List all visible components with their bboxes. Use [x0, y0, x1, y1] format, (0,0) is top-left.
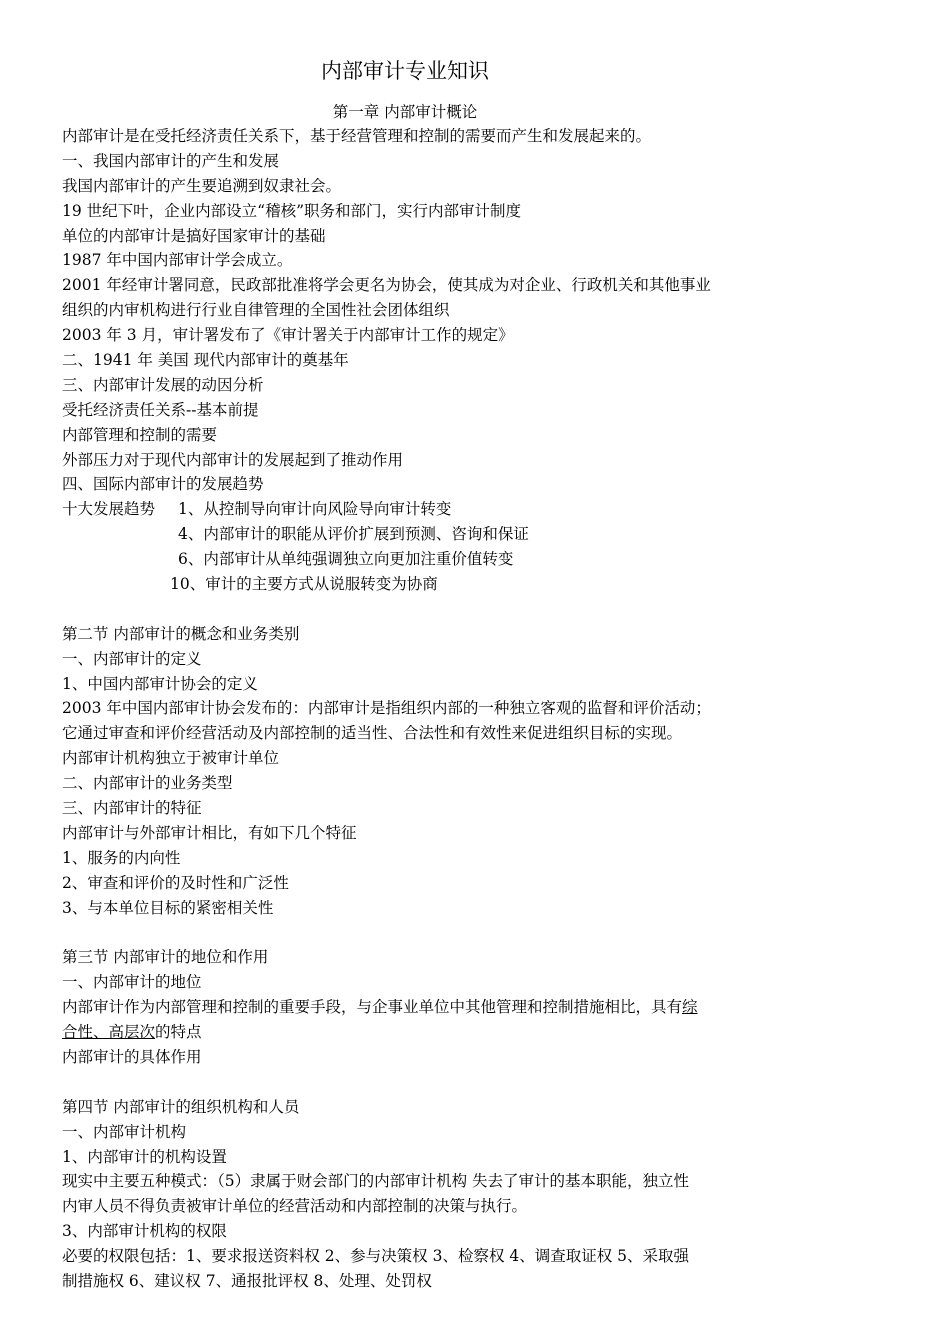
- blank-line: [62, 1070, 762, 1095]
- text-fragment: 内部审计作为内部管理和控制的重要手段，与企事业单位中其他管理和控制措施相比，具有: [62, 998, 683, 1017]
- text-line: 三、内部审计发展的动因分析: [62, 375, 264, 394]
- trends-heading: 十大发展趋势: [62, 500, 156, 519]
- text-line: 内部审计与外部审计相比，有如下几个特征: [62, 823, 357, 842]
- document-body: [62, 124, 762, 1294]
- text-line: 制措施权 6、建议权 7、通报批评权 8、处理、处罚权: [62, 1271, 432, 1290]
- section-heading: 第四节 内部审计的组织机构和人员: [62, 1097, 300, 1116]
- text-line: 一、内部审计的地位: [62, 973, 202, 992]
- text-line: 内部审计是在受托经济责任关系下，基于经营管理和控制的需要而产生和发展起来的。: [62, 127, 652, 145]
- text-line: 一、内部审计机构: [62, 1122, 187, 1141]
- text-line: 四、国际内部审计的发展趋势: [62, 475, 264, 494]
- text-line: 它通过审查和评价经营活动及内部控制的适当性、合法性和有效性来促进组织目标的实现。: [62, 724, 683, 743]
- text-line: 3、与本单位目标的紧密相关性: [62, 898, 274, 917]
- text-line: 内部管理和控制的需要: [62, 425, 218, 444]
- text-line: 组织的内审机构进行行业自律管理的全国性社会团体组织: [62, 301, 450, 320]
- section-heading: 第三节 内部审计的地位和作用: [62, 948, 269, 967]
- document-title: 内部审计专业知识: [321, 59, 489, 83]
- text-line: 一、内部审计的定义: [62, 649, 202, 668]
- text-line: 3、内部审计机构的权限: [62, 1222, 227, 1241]
- trend-item: 1、从控制导向审计向风险导向审计转变: [178, 500, 452, 519]
- text-line: 1、服务的内向性: [62, 848, 181, 867]
- text-line: [62, 995, 762, 1020]
- chapter-title: 第一章 内部审计概论: [332, 103, 478, 121]
- text-line: 2003 年 3 月，审计署发布了《审计署关于内部审计工作的规定》: [62, 326, 514, 345]
- trend-item: 10、审计的主要方式从说服转变为协商: [170, 575, 438, 594]
- text-line: 2003 年中国内部审计协会发布的：内部审计是指组织内部的一种独立客观的监督和评价活动；: [62, 699, 711, 718]
- text-line: 内部审计的具体作用: [62, 1047, 202, 1066]
- text-line: 三、内部审计的特征: [62, 799, 202, 818]
- underlined-text: 合性、高层次: [62, 1023, 156, 1042]
- text-line: 受托经济责任关系--基本前提: [62, 400, 259, 419]
- text-line: 二、内部审计的业务类型: [62, 774, 233, 793]
- trend-item: 4、内部审计的职能从评价扩展到预测、咨询和保证: [178, 525, 529, 544]
- blank-line: [62, 597, 762, 622]
- trend-item: 6、内部审计从单纯强调独立向更加注重价值转变: [178, 550, 514, 569]
- trend-row: [62, 572, 762, 597]
- text-line: 现实中主要五种模式：（5）隶属于财会部门的内部审计机构 失去了审计的基本职能，独立性: [62, 1172, 690, 1191]
- text-line: 内审人员不得负责被审计单位的经营活动和内部控制的决策与执行。: [62, 1197, 528, 1216]
- text-line: 2001 年经审计署同意，民政部批准将学会更名为协会，使其成为对企业、行政机关和其他事业: [62, 276, 711, 295]
- trend-row: [62, 547, 762, 572]
- text-line: 必要的权限包括：1、要求报送资料权 2、参与决策权 3、检察权 4、调查取证权 5、采取强: [62, 1247, 690, 1266]
- text-line: 1、中国内部审计协会的定义: [62, 674, 258, 693]
- text-line: 一、我国内部审计的产生和发展: [62, 151, 280, 170]
- text-line: 我国内部审计的产生要追溯到奴隶社会。: [62, 176, 342, 195]
- text-line: 内部审计机构独立于被审计单位: [62, 749, 280, 768]
- text-line: 外部压力对于现代内部审计的发展起到了推动作用: [62, 450, 404, 469]
- text-line: 二、1941 年 美国 现代内部审计的奠基年: [62, 351, 349, 370]
- trend-row: [62, 522, 762, 547]
- text-line: 19 世纪下叶，企业内部设立“稽核”职务和部门，实行内部审计制度: [62, 201, 522, 220]
- blank-line: [62, 921, 762, 946]
- trend-row: [62, 497, 762, 522]
- underlined-text: 综: [682, 998, 698, 1017]
- text-line: 1、内部审计的机构设置: [62, 1147, 227, 1166]
- text-line: [62, 1020, 762, 1045]
- text-line: 2、审查和评价的及时性和广泛性: [62, 873, 289, 892]
- text-line: 1987 年中国内部审计学会成立。: [62, 251, 293, 270]
- text-line: 单位的内部审计是搞好国家审计的基础: [62, 226, 326, 245]
- section-heading: 第二节 内部审计的概念和业务类别: [62, 624, 300, 643]
- text-fragment: 的特点: [155, 1023, 202, 1042]
